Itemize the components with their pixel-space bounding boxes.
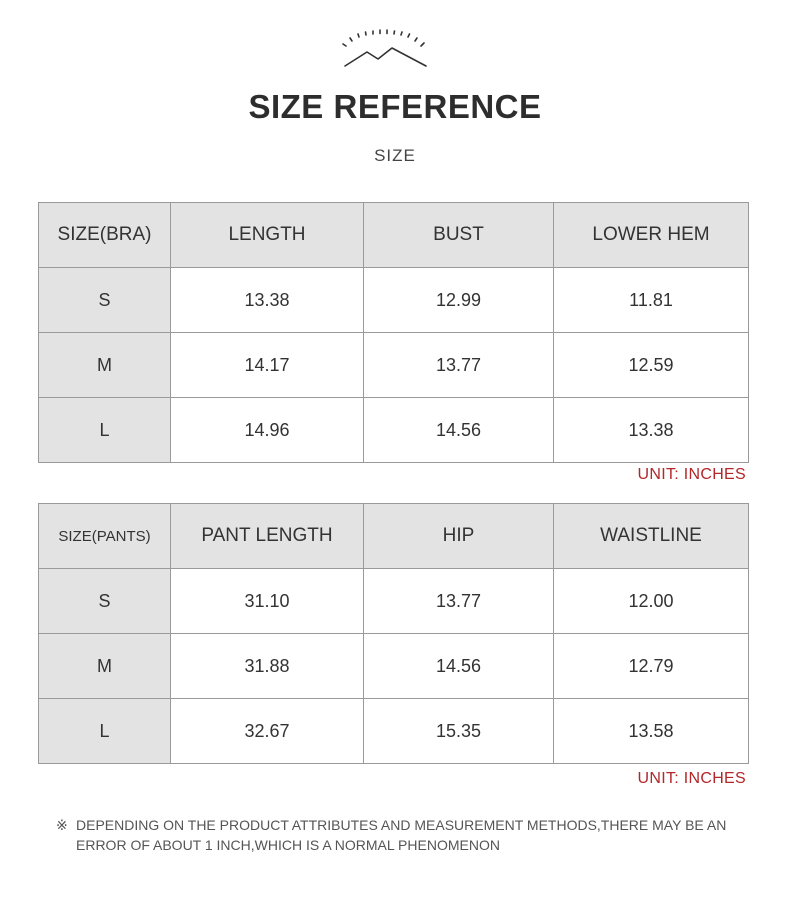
table-row [39,398,749,463]
column-header: SIZE(BRA) [39,203,171,268]
column-header: LENGTH [171,203,364,268]
reference-mark-icon: ※ [56,817,68,833]
size-label: S [39,268,171,333]
note-line [56,815,756,835]
table-cell: 14.96 [171,398,364,463]
table-cell: 13.38 [171,268,364,333]
column-header: SIZE(PANTS) [39,504,171,569]
note-text: DEPENDING ON THE PRODUCT ATTRIBUTES AND MEASUREMENT METHODS,THERE MAY BE AN [76,817,727,833]
size-label: M [39,634,171,699]
table-cell: 12.00 [554,569,749,634]
column-header: PANT LENGTH [171,504,364,569]
table-cell: 14.56 [364,398,554,463]
size-label: S [39,569,171,634]
table-cell: 12.99 [364,268,554,333]
table-cell: 14.56 [364,634,554,699]
sunrise-mountain-icon [340,26,432,70]
table-cell: 31.10 [171,569,364,634]
table-cell: 32.67 [171,699,364,764]
measurement-note [56,815,756,855]
table-row [39,699,749,764]
size-label: L [39,699,171,764]
column-header: LOWER HEM [554,203,749,268]
bra-size-table [38,202,749,463]
table-row [39,268,749,333]
table-cell: 13.77 [364,569,554,634]
table-cell: 13.38 [554,398,749,463]
table-cell: 15.35 [364,699,554,764]
column-header: WAISTLINE [554,504,749,569]
table-cell: 14.17 [171,333,364,398]
table-row [39,569,749,634]
table-row [39,634,749,699]
size-label: L [39,398,171,463]
table-cell: 12.59 [554,333,749,398]
page-title: SIZE REFERENCE [248,88,542,125]
page-subtitle: SIZE [374,146,416,165]
table-header-row [39,504,749,569]
table-header-row [39,203,749,268]
table-cell: 31.88 [171,634,364,699]
column-header: BUST [364,203,554,268]
table-cell: 12.79 [554,634,749,699]
pants-unit-label: UNIT: INCHES [637,770,746,787]
bra-unit-label: UNIT: INCHES [637,466,746,483]
table-cell: 13.58 [554,699,749,764]
size-label: M [39,333,171,398]
table-row [39,333,749,398]
column-header: HIP [364,504,554,569]
table-cell: 11.81 [554,268,749,333]
table-cell: 13.77 [364,333,554,398]
pants-size-table [38,503,749,764]
note-text: ERROR OF ABOUT 1 INCH,WHICH IS A NORMAL PHENOMENON [76,837,500,853]
